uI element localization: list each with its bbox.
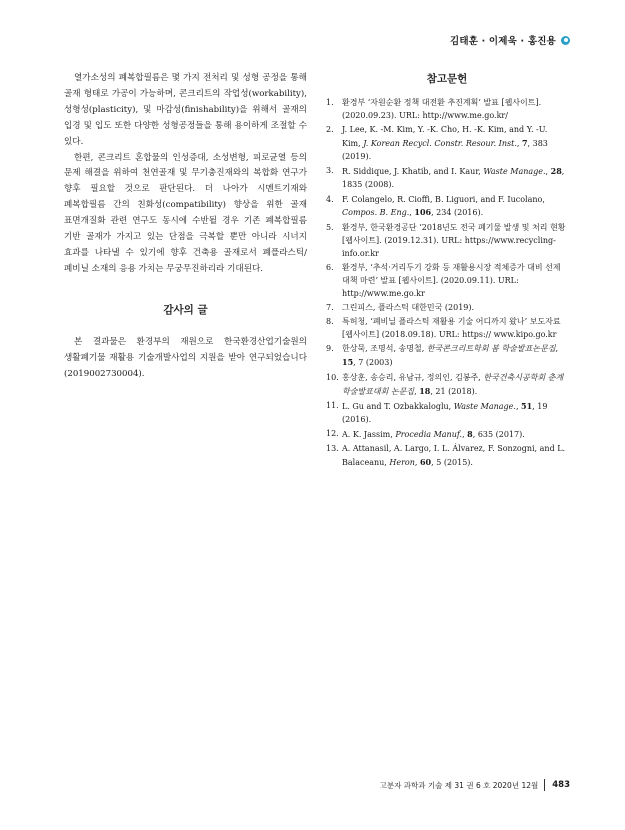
references-title: 참고문헌 [426, 73, 468, 85]
reference-text: 환경부 ‘자원순환 정책 대전환 추진계획’ 발표 [웹사이트]. (2020.09.23). URL: http://www.me.go.kr/ [342, 98, 542, 120]
reference-text: F. Colangelo, R. Cioffi, B. Liguori, and F. Iucolano, Compos. B. Eng., 106, 234 (2016). [342, 194, 545, 218]
reference-text: 환경부, ‘추석·거리두기 강화 등 재활용시장 적체증가 대비 선제대책 마련’ 발표 [웹사이트]. (2020.09.11). URL: http://www.me.go.kr [342, 262, 561, 298]
reference-text: 특허청, ‘폐비닐 플라스틱 재활용 기술 어디까지 왔나’ 보도자료 [웹사이트] (2018.09.18). URL: https:// www.kipo.go.kr [342, 317, 561, 340]
reference-item [326, 316, 568, 342]
reference-item [326, 428, 568, 442]
footer-divider [544, 779, 545, 791]
reference-item [326, 443, 568, 470]
header-authors: 김태훈 · 이제욱 · 홍진용 [449, 36, 556, 47]
acknowledgement-title: 감사의 글 [163, 303, 208, 316]
reference-item [326, 372, 568, 399]
reference-item [326, 302, 568, 315]
reference-number: 5. [326, 222, 334, 232]
reference-item [326, 222, 568, 261]
left-column [64, 71, 307, 383]
reference-item [326, 400, 568, 427]
reference-item [326, 262, 568, 301]
reference-number: 9. [326, 344, 334, 354]
reference-item [326, 124, 568, 164]
reference-text: 환경부, 한국환경공단 ‘2018년도 전국 폐기물 발생 및 처리 현황 [웹사이트]. (2019.12.31). URL: https://www.recycling-info.or.kr [342, 222, 566, 258]
reference-text: 그린피스, 플라스틱 대한민국 (2019). [342, 302, 475, 312]
reference-number: 3. [326, 166, 334, 176]
reference-text: J. Lee, K. -M. Kim, Y. -K. Cho, H. -K. Kim, and Y. -U. Kim, J. Korean Recycl. Constr. Resour. Inst., 7, 383 (2019). [342, 125, 548, 162]
reference-number: 11. [326, 400, 339, 410]
reference-text: L. Gu and T. Ozbakkaloglu, Waste Manage., 51, 19 (2016). [342, 400, 548, 424]
acknowledgement-text: 본 결과물은 환경부의 재원으로 한국환경산업기술원의 생활폐기물 재활용 기술개발사업의 지원을 받아 연구되었습니다(2019002730004). [64, 336, 307, 379]
reference-item [326, 97, 568, 123]
reference-number: 2. [326, 125, 334, 135]
reference-number: 8. [326, 317, 334, 327]
reference-number: 1. [326, 98, 334, 107]
page-footer [380, 779, 570, 791]
reference-text: A. K. Jassim, Procedia Manuf., 8, 635 (2017). [342, 429, 525, 440]
page-number: 483 [552, 780, 570, 790]
footer-journal: 고분자 과학과 기술 제 31 권 6 호 2020년 12월 [379, 780, 539, 790]
reference-text: R. Siddique, J. Khatib, and I. Kaur, Waste Manage., 28, 1835 (2008). [342, 166, 565, 190]
reference-number: 10. [326, 372, 339, 382]
body-paragraph-2: 한편, 콘크리트 혼합물의 인성증대, 소성변형, 피로균열 등의 문제 해결을 위하여 천연골재 및 무기충진재와의 복합화 연구가 향후 필요할 것으로 판단된다. 더 나아가 시멘트기재와 폐복합필름 간의 친화성(compatibility) 향상을 위한 골재 표면개질화 관련 연구도 동시에 수반될 경우 기존 폐복합필름 기반 골재가 가지고 있는 단점을 극복할 뿐만 아니라 시너지 효과를 나타낼 수 있기에 향후 건축용 골재로서 폐플라스틱/폐비닐 소재의 응용 가치는 무궁무진하리라 기대된다. [64, 152, 307, 274]
reference-item [326, 343, 568, 370]
running-header [450, 33, 570, 47]
reference-text: A. Attanasil, A. Largo, I. L. Álvarez, F. Sonzogni, and L. Balaceanu, Heron, 60, 5 (2015). [342, 444, 566, 468]
body-paragraph-1: 열가소성의 폐복합필름은 몇 가지 전처리 및 성형 공정을 통해 골재 형태로 가공이 가능하며, 콘크리트의 작업성(workability), 성형성(plasticity), 및 마감성(finishability)을 위해서 골재의 입경 및 입도 또한 다양한 성형공정들을 통해 용이하게 조절할 수 있다. [64, 73, 307, 147]
reference-number: 6. [326, 262, 334, 272]
reference-text: 홍상훈, 송승리, 유남규, 정의인, 김봉주, 한국건축시공학회 춘계학술발표대회 논문집, 18, 21 (2018). [342, 372, 564, 396]
circle-logo-icon [561, 36, 570, 45]
reference-item [326, 165, 568, 192]
reference-text: 한상묵, 조명석, 송명철, 한국콘크리트학회 봄 학술발표논문집, 15, 7 (2003) [342, 344, 559, 368]
reference-list [326, 97, 568, 470]
reference-item [326, 194, 568, 221]
reference-number: 4. [326, 194, 334, 204]
reference-number: 7. [326, 302, 334, 312]
right-column [326, 71, 568, 472]
reference-number: 12. [326, 429, 339, 439]
reference-number: 13. [326, 444, 339, 454]
